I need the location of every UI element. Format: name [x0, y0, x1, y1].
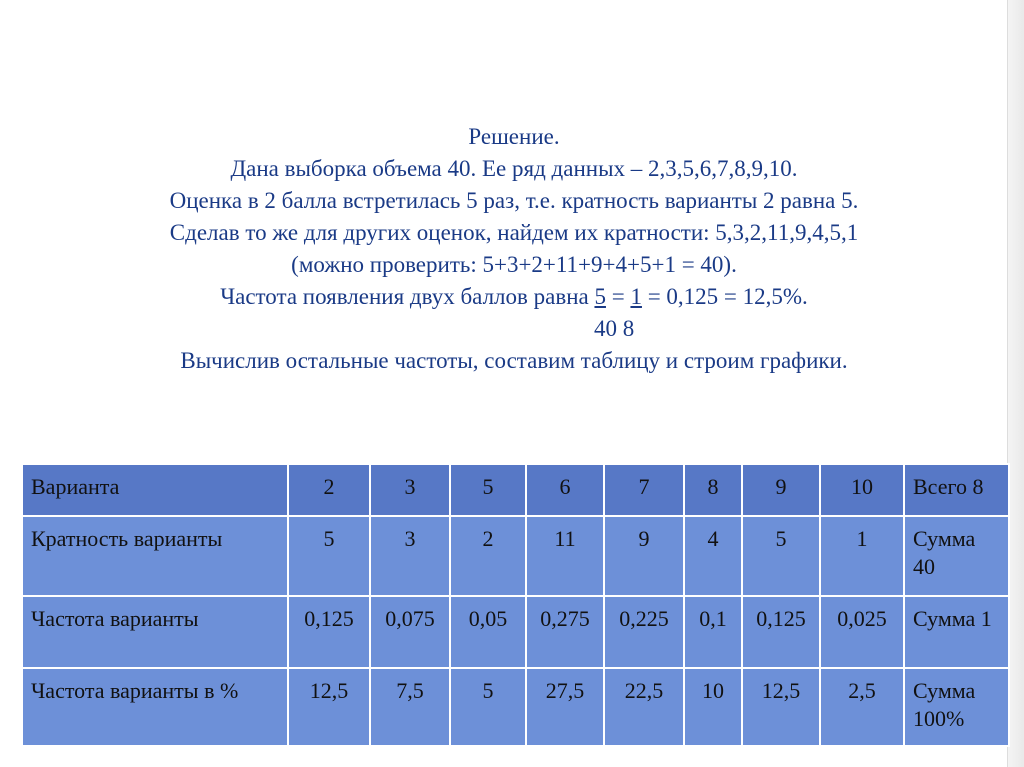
table-row-multiplicity — [22, 516, 1009, 596]
table-cell: 6 — [526, 464, 604, 516]
table-cell: 12,5 — [288, 668, 370, 746]
table-cell-label: Частота варианты — [22, 596, 288, 668]
check-sum: (можно проверить: 5+3+2+11+9+4+5+1 = 40). — [291, 252, 737, 277]
table-cell: 9 — [742, 464, 820, 516]
solution-text — [20, 121, 1008, 377]
frequency-formula-result: = 0,125 = 12,5%. — [641, 284, 808, 309]
table-cell-total: Сумма 100% — [904, 668, 1009, 746]
sample-description: Дана выборка объема 40. Ее ряд данных – 2,3,5,6,7,8,9,10. — [230, 156, 798, 181]
table-cell: 0,225 — [604, 596, 684, 668]
table-cell-total: Сумма 40 — [904, 516, 1009, 596]
table-cell: 2 — [288, 464, 370, 516]
table-cell: 5 — [450, 464, 526, 516]
table-cell: 9 — [604, 516, 684, 596]
table-cell: 10 — [820, 464, 904, 516]
solution-heading: Решение. — [468, 124, 560, 149]
fraction-denominators: 40 8 — [594, 316, 635, 341]
table-cell: 0,275 — [526, 596, 604, 668]
table-cell: 2,5 — [820, 668, 904, 746]
table-cell: 0,125 — [742, 596, 820, 668]
table-row-frequency-percent — [22, 668, 1009, 746]
table-cell: 2 — [450, 516, 526, 596]
table-cell: 1 — [820, 516, 904, 596]
table-cell-total: Всего 8 — [904, 464, 1009, 516]
table-cell-label: Частота варианты в % — [22, 668, 288, 746]
table-cell: 7,5 — [370, 668, 450, 746]
table-cell: 0,1 — [684, 596, 742, 668]
table-cell: 5 — [288, 516, 370, 596]
frequency-formula-prefix: Частота появления двух баллов равна — [220, 284, 595, 309]
table-cell-label: Варианта — [22, 464, 288, 516]
table-cell: 3 — [370, 516, 450, 596]
table-cell: 4 — [684, 516, 742, 596]
table-cell: 3 — [370, 464, 450, 516]
table-row-variant — [22, 464, 1009, 516]
table-cell-label: Кратность варианты — [22, 516, 288, 596]
table-cell: 0,125 — [288, 596, 370, 668]
table-cell: 22,5 — [604, 668, 684, 746]
multiplicities-list: Сделав то же для других оценок, найдем их кратности: 5,3,2,11,9,4,5,1 — [169, 220, 859, 245]
table-cell: 8 — [684, 464, 742, 516]
table-cell: 0,075 — [370, 596, 450, 668]
table-cell: 5 — [742, 516, 820, 596]
table-cell-total: Сумма 1 — [904, 596, 1009, 668]
table-cell: 7 — [604, 464, 684, 516]
frequency-table-container — [21, 463, 1008, 747]
table-row-frequency — [22, 596, 1009, 668]
fraction-equals: = — [605, 284, 631, 309]
table-cell: 0,025 — [820, 596, 904, 668]
table-cell: 11 — [526, 516, 604, 596]
table-cell: 12,5 — [742, 668, 820, 746]
frequency-table — [21, 463, 1010, 747]
fraction-numerator-1: 5 — [594, 284, 606, 309]
table-cell: 27,5 — [526, 668, 604, 746]
fraction-numerator-2: 1 — [630, 284, 642, 309]
conclusion-text: Вычислив остальные частоты, составим таблицу и строим графики. — [180, 348, 848, 373]
table-cell: 5 — [450, 668, 526, 746]
multiplicity-example: Оценка в 2 балла встретилась 5 раз, т.е. кратность варианты 2 равна 5. — [169, 188, 859, 213]
frequency-formula — [20, 281, 1008, 313]
table-cell: 0,05 — [450, 596, 526, 668]
table-cell: 10 — [684, 668, 742, 746]
